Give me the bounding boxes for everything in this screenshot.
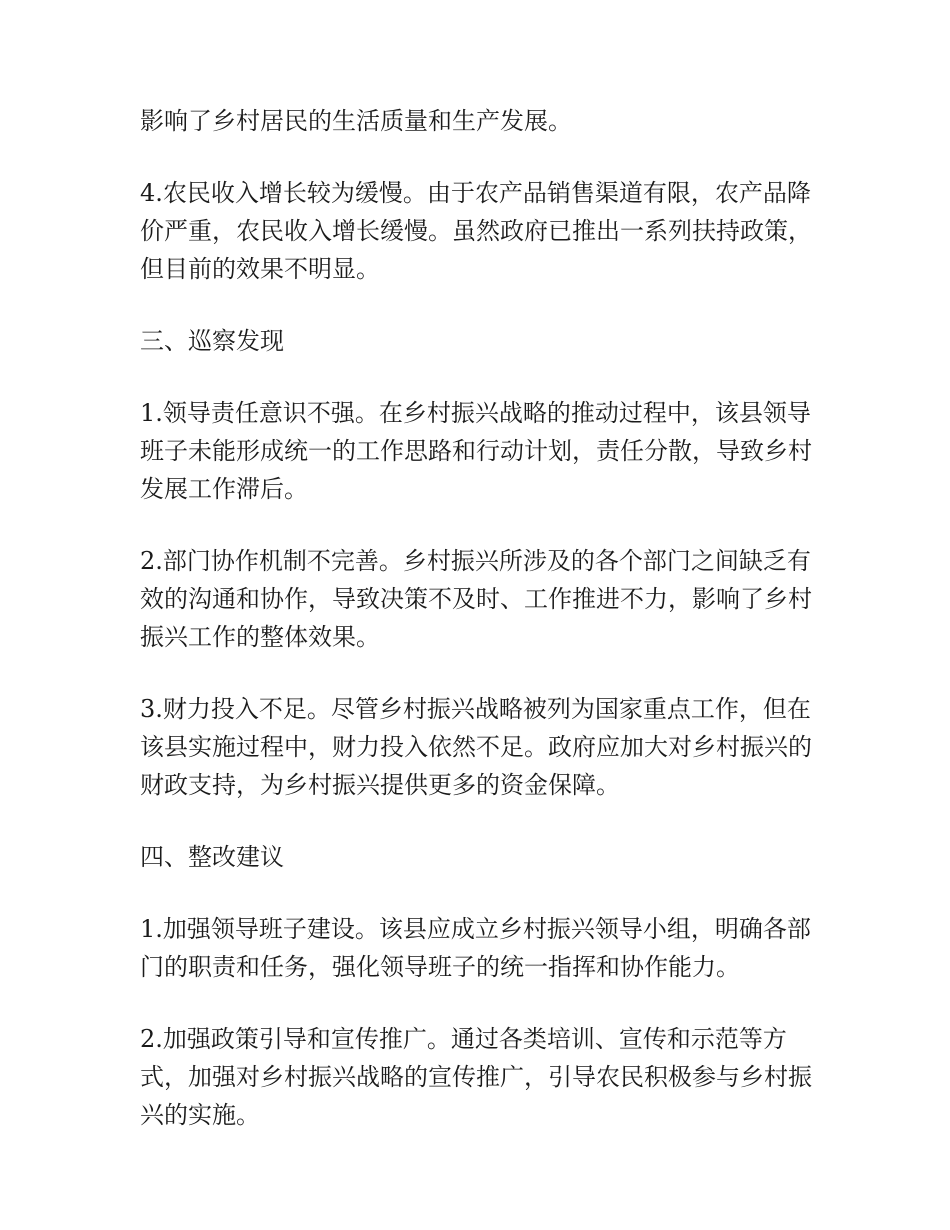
paragraph-financial-investment: 3.财力投入不足。尽管乡村振兴战略被列为国家重点工作，但在该县实施过程中，财力投入依然不足。政府应加大对乡村振兴的财政支持，为乡村振兴提供更多的资金保障。	[140, 695, 812, 799]
paragraph-quality-impact: 影响了乡村居民的生活质量和生产发展。	[140, 107, 572, 135]
paragraph-leadership-responsibility: 1.领导责任意识不强。在乡村振兴战略的推动过程中，该县领导班子未能形成统一的工作思路和行动计划，责任分散，导致乡村发展工作滞后。	[140, 399, 812, 503]
paragraph-policy-guidance: 2.加强政策引导和宣传推广。通过各类培训、宣传和示范等方式，加强对乡村振兴战略的宣传推广，引导农民积极参与乡村振兴的实施。	[140, 1025, 812, 1129]
section-heading-inspection-findings: 三、巡察发现	[140, 327, 284, 355]
document-body	[140, 102, 812, 1168]
paragraph-farmer-income: 4.农民收入增长较为缓慢。由于农产品销售渠道有限，农产品降价严重，农民收入增长缓慢。虽然政府已推出一系列扶持政策，但目前的效果不明显。	[140, 179, 812, 283]
section-heading-rectification-suggestions: 四、整改建议	[140, 843, 284, 871]
paragraph-leadership-team-building: 1.加强领导班子建设。该县应成立乡村振兴领导小组，明确各部门的职责和任务，强化领导班子的统一指挥和协作能力。	[140, 915, 811, 981]
paragraph-department-coordination: 2.部门协作机制不完善。乡村振兴所涉及的各个部门之间缺乏有效的沟通和协作，导致决策不及时、工作推进不力，影响了乡村振兴工作的整体效果。	[140, 547, 812, 651]
